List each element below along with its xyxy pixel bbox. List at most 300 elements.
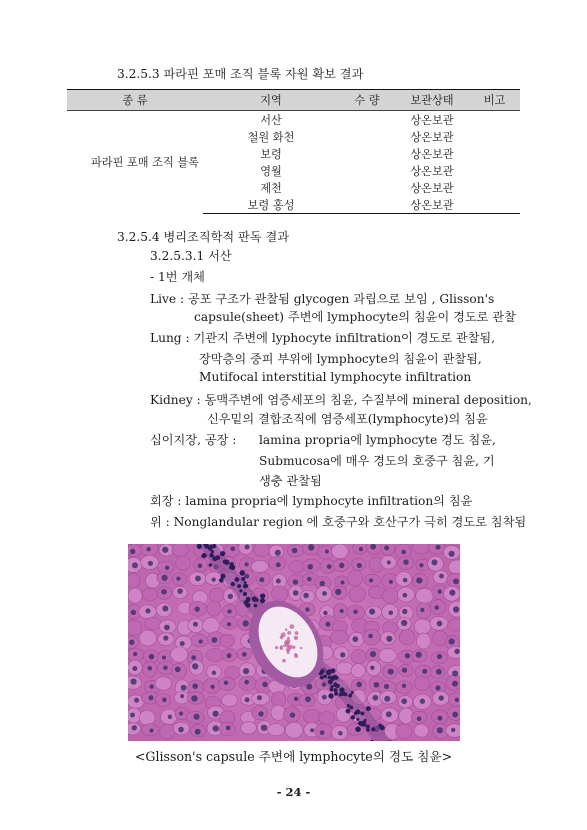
nucleus — [226, 726, 231, 731]
nucleus — [168, 715, 172, 719]
nucleus — [227, 622, 231, 626]
nucleus — [131, 610, 136, 615]
lymphocyte — [209, 563, 213, 567]
nucleus — [261, 725, 267, 731]
nucleus — [340, 652, 345, 657]
lymphocyte — [339, 693, 342, 696]
nucleus — [213, 725, 219, 731]
lymphocyte — [328, 676, 331, 679]
nucleus — [290, 712, 295, 717]
lymphocyte — [231, 582, 235, 586]
nucleus — [245, 544, 250, 549]
nucleus — [178, 727, 184, 733]
hepatocyte — [399, 630, 415, 645]
header-type: 종 류 — [67, 90, 203, 111]
nucleus — [276, 562, 281, 567]
lymphocyte — [343, 692, 347, 696]
nucleus — [198, 563, 203, 568]
note-cell — [469, 145, 520, 162]
status-cell: 상온보관 — [395, 196, 469, 214]
nucleus — [230, 546, 235, 551]
nucleus — [369, 609, 375, 615]
lymphocyte — [348, 694, 352, 698]
finding-live-line1: Live : 공포 구조가 관찰됨 glycogen 과립으로 보임 , Glisson's — [150, 292, 495, 306]
lumen-cell — [294, 654, 298, 658]
nucleus — [176, 576, 180, 580]
hepatocyte — [176, 556, 191, 570]
hepatocyte — [412, 544, 430, 554]
nucleus — [452, 670, 458, 676]
status-cell: 상온보관 — [410, 130, 454, 144]
nucleus — [402, 683, 406, 687]
note-cell — [469, 111, 520, 129]
lymphocyte — [328, 693, 333, 698]
nucleus — [368, 634, 372, 638]
hepatocyte — [383, 588, 399, 604]
nucleus — [386, 711, 392, 717]
hepatocyte — [209, 588, 224, 602]
nucleus — [224, 680, 228, 684]
status-cell: 상온보관 — [410, 147, 454, 161]
nucleus — [339, 563, 344, 568]
type-cell: 파라핀 포매 조직 블록 — [91, 156, 199, 170]
hepatocyte — [348, 570, 363, 586]
nucleus — [195, 576, 201, 582]
nucleus — [384, 696, 390, 702]
lymphocyte — [378, 724, 382, 728]
nucleus — [384, 684, 389, 689]
nucleus — [369, 578, 373, 582]
nucleus — [388, 669, 394, 675]
hepatocyte — [379, 649, 397, 663]
nucleus — [386, 636, 392, 642]
lumen-cell — [300, 647, 302, 649]
lumen-cell — [295, 631, 299, 635]
nucleus — [134, 698, 139, 703]
nucleus — [403, 578, 408, 583]
nucleus — [293, 579, 298, 584]
nucleus — [146, 547, 150, 551]
nucleus — [357, 563, 362, 568]
lymphocyte — [237, 584, 241, 588]
nucleus — [132, 725, 137, 730]
page-number: - 24 - — [276, 785, 311, 799]
region-cell: 제천 — [260, 181, 282, 195]
nucleus — [212, 671, 216, 675]
nucleus — [303, 593, 308, 598]
header-note: 비고 — [469, 90, 520, 111]
nucleus — [322, 695, 327, 700]
quantity-cell — [339, 179, 395, 196]
lymphocyte — [260, 598, 265, 603]
nucleus — [212, 577, 216, 581]
nucleus — [436, 545, 441, 550]
nucleus — [417, 716, 422, 721]
finding-kidney-line1: Kidney : 동맥주변에 염증세포의 침윤, 수질부에 mineral deposition, — [150, 393, 532, 407]
hepatocyte — [142, 588, 158, 601]
finding-kidney-line2: 신우밑의 결합조직에 염증세포(lymphocyte)의 침윤 — [207, 412, 488, 426]
hepatocyte — [139, 710, 155, 725]
lymphocyte — [371, 727, 375, 731]
hepatocyte — [332, 544, 349, 559]
nucleus — [416, 577, 422, 583]
nucleus — [244, 680, 249, 685]
finding-duodenum-line1: lamina propria에 lymphocyte 경도 침윤, — [259, 433, 496, 447]
nucleus — [293, 590, 299, 596]
lymphocyte — [366, 728, 370, 732]
nucleus — [199, 639, 203, 643]
hepatocyte — [414, 676, 429, 691]
nucleus — [245, 562, 249, 566]
nucleus — [257, 695, 262, 700]
lymphocyte — [208, 546, 213, 551]
lymphocyte — [320, 676, 324, 680]
header-region: 지역 — [203, 90, 339, 111]
nucleus — [226, 653, 231, 658]
lymphocyte — [209, 553, 214, 558]
nucleus — [164, 625, 170, 631]
nucleus — [194, 714, 200, 720]
nucleus — [163, 666, 168, 671]
lumen-cell — [288, 645, 292, 649]
nucleus — [180, 694, 184, 698]
nucleus — [338, 731, 343, 736]
nucleus — [228, 594, 233, 599]
lumen-cell — [287, 631, 291, 635]
nucleus — [148, 561, 153, 566]
nucleus — [452, 681, 458, 687]
nucleus — [177, 588, 182, 593]
region-cell: 서산 — [260, 113, 282, 127]
nucleus — [389, 580, 393, 584]
lymphocyte — [202, 553, 207, 558]
lymphocyte — [246, 597, 251, 602]
nucleus — [149, 684, 154, 689]
lymphocyte — [364, 719, 367, 722]
nucleus — [437, 654, 442, 659]
nucleus — [335, 589, 341, 595]
nucleus — [403, 593, 408, 598]
lymphocyte — [358, 721, 363, 726]
lymphocyte — [239, 589, 242, 592]
nucleus — [370, 651, 376, 657]
nucleus — [325, 549, 329, 553]
nucleus — [352, 636, 358, 642]
section-title-3254: 3.2.5.4 병리조직학적 판독 결과 — [117, 230, 289, 244]
hepatocyte — [285, 722, 303, 738]
nucleus — [403, 559, 408, 564]
table-row — [67, 111, 520, 129]
nucleus — [227, 609, 231, 613]
nucleus — [162, 697, 167, 702]
nucleus — [262, 682, 267, 687]
nucleus — [437, 716, 442, 721]
nucleus — [210, 685, 214, 689]
hepatocyte — [319, 712, 335, 725]
nucleus — [275, 550, 281, 556]
nucleus — [191, 655, 196, 660]
micrograph-svg — [128, 544, 460, 741]
nucleus — [243, 668, 249, 674]
finding-lung-line1: Lung : 기관지 주변에 lyphocyte infiltration이 경도로 관찰됨, — [150, 331, 496, 345]
nucleus — [181, 685, 187, 691]
hepatocyte — [155, 677, 172, 691]
nucleus — [145, 608, 150, 613]
nucleus — [401, 698, 407, 704]
lymphocyte — [366, 706, 371, 711]
nucleus — [165, 566, 169, 570]
hepatocyte — [220, 634, 234, 647]
nucleus — [454, 649, 459, 654]
quantity-cell — [339, 162, 395, 179]
nucleus — [323, 611, 327, 615]
nucleus — [422, 669, 427, 674]
nucleus — [455, 698, 459, 702]
nucleus — [175, 667, 181, 673]
lymphocyte — [351, 691, 354, 694]
nucleus — [401, 550, 406, 555]
lymphocyte — [240, 570, 246, 576]
hepatocyte — [351, 649, 366, 663]
hepatocyte — [268, 724, 285, 736]
nucleus — [387, 560, 391, 564]
hepatocyte — [330, 630, 348, 644]
quantity-cell — [339, 145, 395, 162]
nucleus — [325, 622, 330, 627]
nucleus — [129, 640, 134, 645]
nucleus — [148, 695, 153, 700]
finding-live-line2: capsule(sheet) 주변에 lymphocyte의 침윤이 경도로 관찰 — [194, 310, 516, 324]
nucleus — [162, 656, 166, 660]
note-cell — [469, 128, 520, 145]
lymphocyte — [219, 578, 224, 583]
nucleus — [149, 728, 153, 732]
finding-duodenum-line3: 생충 관찰됨 — [259, 474, 322, 488]
lymphocyte — [356, 718, 359, 721]
finding-stomach: 위 : Nonglandular region 에 호중구와 호산구가 극히 경도로 침착됨 — [150, 515, 527, 529]
nucleus — [191, 695, 197, 701]
lumen-cell — [285, 628, 288, 631]
lymphocyte — [351, 715, 356, 720]
nucleus — [310, 728, 314, 732]
hepatocyte — [128, 588, 142, 603]
nucleus — [340, 609, 344, 613]
hepatocyte — [289, 561, 305, 573]
nucleus — [384, 545, 389, 550]
resource-table — [67, 89, 520, 214]
lymphocyte — [327, 669, 332, 674]
hepatocyte — [271, 705, 286, 720]
nucleus — [437, 621, 443, 627]
finding-ileum: 회장 : lamina propria에 lymphocyte infiltration의 침윤 — [150, 494, 473, 508]
nucleus — [322, 591, 327, 596]
nucleus — [149, 654, 155, 660]
nucleus — [130, 713, 135, 718]
note-cell — [469, 179, 520, 196]
nucleus — [451, 728, 455, 732]
finding-duodenum-line2: Submucosa에 매우 경도의 호중구 침윤, 기 — [259, 454, 495, 468]
nucleus — [419, 563, 423, 567]
hepatocyte — [448, 619, 460, 631]
lymphocyte — [366, 725, 370, 729]
lymphocyte — [330, 688, 334, 692]
nucleus — [389, 610, 394, 615]
nucleus — [372, 695, 378, 701]
hepatocyte — [349, 587, 366, 602]
nucleus — [402, 667, 407, 672]
hepatocyte — [222, 694, 238, 707]
nucleus — [258, 711, 263, 716]
nucleus — [294, 697, 298, 701]
status-cell: 상온보관 — [410, 164, 454, 178]
nucleus — [319, 581, 325, 587]
lymphocyte — [229, 563, 232, 566]
hepatocyte — [202, 618, 219, 634]
lymphocyte — [360, 711, 364, 715]
nucleus — [308, 544, 314, 550]
lymphocyte — [197, 544, 202, 549]
lumen-cell — [294, 636, 298, 640]
nucleus — [180, 641, 185, 646]
lymphocyte — [333, 683, 337, 687]
nucleus — [449, 551, 455, 557]
nucleus — [434, 605, 438, 609]
nucleus — [163, 635, 168, 640]
quantity-cell — [339, 196, 395, 214]
hepatocyte — [144, 617, 161, 629]
lymphocyte — [247, 605, 250, 608]
nucleus — [453, 578, 459, 584]
header-quantity: 수 량 — [339, 90, 395, 111]
hepatocyte — [414, 619, 431, 634]
lymphocyte — [349, 706, 353, 710]
hepatocyte — [207, 601, 221, 616]
lymphocyte — [363, 723, 367, 727]
nucleus — [212, 711, 218, 717]
hepatocyte — [241, 722, 257, 735]
nucleus — [161, 589, 167, 595]
hepatocyte — [171, 647, 188, 662]
lumen-cell — [275, 646, 278, 649]
quantity-cell — [339, 111, 395, 129]
nucleus — [320, 730, 325, 735]
nucleus — [148, 666, 153, 671]
nucleus — [308, 564, 313, 569]
hepatocyte — [351, 664, 365, 678]
nucleus — [416, 652, 422, 658]
nucleus — [420, 699, 425, 704]
hepatocyte — [253, 544, 270, 557]
lymphocyte — [212, 544, 216, 548]
nucleus — [359, 547, 363, 551]
nucleus — [195, 729, 201, 735]
figure-caption: <Glisson's capsule 주변에 lymphocyte의 경도 침윤> — [134, 749, 453, 764]
nucleus — [353, 609, 358, 614]
hepatocyte — [128, 573, 140, 588]
section-title-3253: 3.2.5.3 파라핀 포매 조직 블록 자원 확보 결과 — [117, 67, 364, 81]
lymphocyte — [243, 584, 248, 589]
lumen-cell — [287, 637, 290, 640]
table-header-row — [67, 90, 520, 111]
hepatocyte — [303, 709, 320, 723]
hepatocyte — [206, 648, 224, 661]
lumen-cell — [290, 624, 295, 629]
nucleus — [130, 679, 136, 685]
lymphocyte — [220, 551, 225, 556]
nucleus — [437, 727, 443, 733]
hepatocyte — [271, 586, 288, 602]
nucleus — [192, 683, 198, 689]
nucleus — [305, 696, 311, 702]
lymphocyte — [260, 593, 265, 598]
nucleus — [242, 652, 247, 657]
lymphocyte — [323, 674, 327, 678]
lymphocyte — [346, 709, 351, 714]
nucleus — [292, 548, 298, 554]
nucleus — [432, 559, 438, 565]
nucleus — [276, 579, 281, 584]
finding-duodenum-label: 십이지장, 공장 : — [150, 433, 237, 447]
lymphocyte — [333, 688, 337, 692]
nucleus — [439, 695, 444, 700]
lumen-cell — [282, 659, 286, 663]
lumen-cell — [280, 645, 283, 648]
lymphocyte — [330, 676, 335, 681]
subsection-title: 3.2.5.3.1 서산 — [150, 249, 232, 263]
hepatocyte — [396, 724, 412, 739]
lymphocyte — [334, 692, 338, 696]
region-cell: 영월 — [260, 164, 282, 178]
hepatocyte — [336, 662, 353, 675]
status-cell: 상온보관 — [410, 113, 454, 127]
quantity-cell — [339, 128, 395, 145]
nucleus — [435, 685, 440, 690]
lymphocyte — [354, 712, 357, 715]
lymphocyte — [244, 581, 247, 584]
region-cell: 보령 — [260, 147, 282, 161]
lumen-cell — [286, 639, 291, 644]
nucleus — [133, 652, 137, 656]
nucleus — [130, 549, 135, 554]
hepatocyte — [172, 544, 188, 557]
lymphocyte — [355, 726, 361, 732]
hepatocyte — [128, 620, 142, 635]
nucleus — [132, 562, 138, 568]
nucleus — [405, 653, 410, 658]
histology-micrograph — [128, 544, 460, 741]
hepatocyte — [416, 588, 434, 603]
nucleus — [373, 682, 379, 688]
hepatocyte — [416, 633, 430, 649]
header-status: 보관상태 — [395, 90, 469, 111]
nucleus — [370, 544, 376, 550]
nucleus — [340, 580, 344, 584]
nucleus — [162, 547, 168, 553]
nucleus — [436, 669, 442, 675]
nucleus — [193, 622, 198, 627]
nucleus — [179, 711, 183, 715]
lumen-cell — [280, 636, 284, 640]
nucleus — [211, 637, 217, 643]
note-cell — [469, 162, 520, 179]
hepatocyte — [414, 724, 428, 737]
nucleus — [452, 712, 458, 718]
nucleus — [449, 638, 455, 644]
region-cell: 철원 화천 — [247, 130, 295, 144]
lymphocyte — [224, 560, 229, 565]
nucleus — [453, 606, 459, 612]
nucleus — [370, 665, 374, 669]
